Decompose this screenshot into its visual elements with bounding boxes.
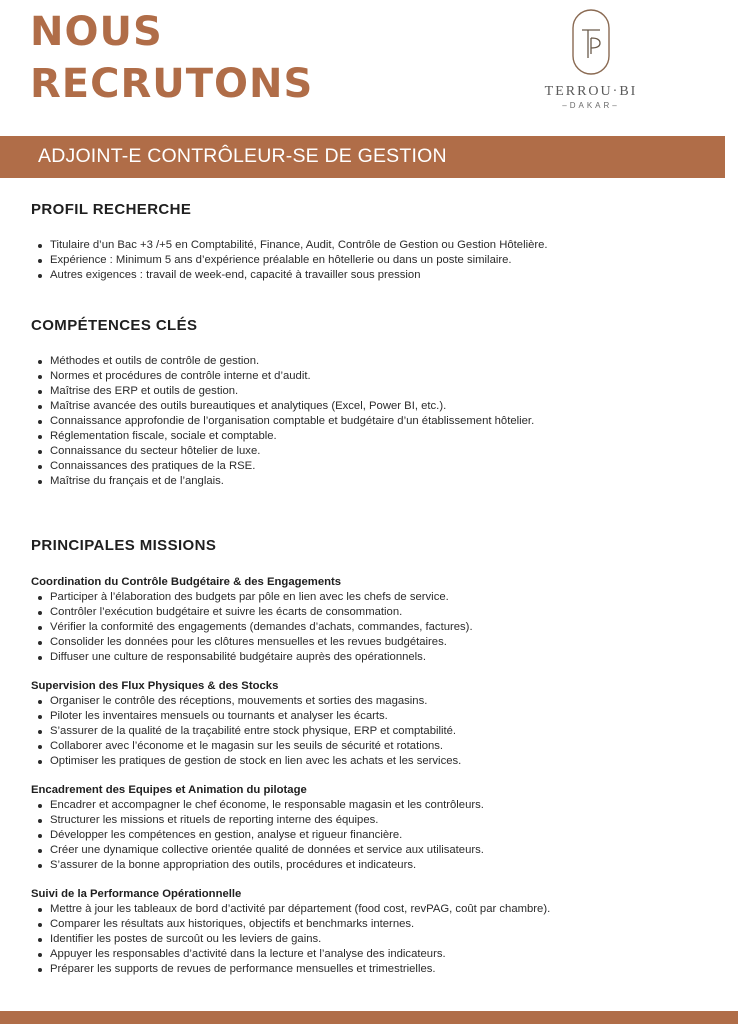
- list-item: Expérience : Minimum 5 ans d’expérience préalable en hôtellerie ou dans un poste similaire.: [36, 253, 548, 268]
- profil-list: [36, 238, 548, 283]
- headline-line-2: RECRUTONS: [30, 61, 314, 107]
- list-item: Diffuser une culture de responsabilité budgétaire auprès des opérationnels.: [36, 650, 473, 665]
- list-item: Consolider les données pour les clôtures mensuelles et les revues budgétaires.: [36, 635, 473, 650]
- mission-group-title: Encadrement des Equipes et Animation du pilotage: [31, 784, 307, 796]
- headline-line-1: NOUS: [30, 9, 163, 55]
- list-item: Connaissance approfondie de l’organisation comptable et budgétaire d’un établissement hôtelier.: [36, 414, 534, 429]
- section-title-competences: COMPÉTENCES CLÉS: [31, 317, 198, 334]
- list-item: Connaissance du secteur hôtelier de luxe.: [36, 444, 534, 459]
- list-item: Maîtrise avancée des outils bureautiques et analytiques (Excel, Power BI, etc.).: [36, 399, 534, 414]
- list-item: Optimiser les pratiques de gestion de stock en lien avec les achats et les services.: [36, 754, 461, 769]
- list-item: Développer les compétences en gestion, analyse et rigueur financière.: [36, 828, 484, 843]
- section-title-profil: PROFIL RECHERCHE: [31, 201, 192, 218]
- list-item: Réglementation fiscale, sociale et comptable.: [36, 429, 534, 444]
- list-item: Contrôler l’exécution budgétaire et suivre les écarts de consommation.: [36, 605, 473, 620]
- list-item: Préparer les supports de revues de performance mensuelles et trimestrielles.: [36, 962, 550, 977]
- section-title-missions: PRINCIPALES MISSIONS: [31, 537, 217, 554]
- mission-group-title: Suivi de la Performance Opérationnelle: [31, 888, 242, 900]
- mission-group-list: [36, 902, 550, 977]
- mission-group-list: [36, 798, 484, 873]
- mission-group-list: [36, 590, 473, 665]
- list-item: Piloter les inventaires mensuels ou tournants et analyser les écarts.: [36, 709, 461, 724]
- list-item: Connaissances des pratiques de la RSE.: [36, 459, 534, 474]
- list-item: Créer une dynamique collective orientée qualité de données et service aux utilisateurs.: [36, 843, 484, 858]
- headline: [30, 6, 313, 110]
- list-item: Comparer les résultats aux historiques, objectifs et benchmarks internes.: [36, 917, 550, 932]
- list-item: Collaborer avec l’économe et le magasin sur les seuils de sécurité et rotations.: [36, 739, 461, 754]
- list-item: Participer à l’élaboration des budgets par pôle en lien avec les chefs de service.: [36, 590, 473, 605]
- list-item: Maîtrise du français et de l’anglais.: [36, 474, 534, 489]
- list-item: Autres exigences : travail de week-end, capacité à travailler sous pression: [36, 268, 548, 283]
- list-item: Appuyer les responsables d’activité dans la lecture et l’analyse des indicateurs.: [36, 947, 550, 962]
- list-item: Titulaire d’un Bac +3 /+5 en Comptabilité, Finance, Audit, Contrôle de Gestion ou Gestion Hôtelière.: [36, 238, 548, 253]
- list-item: Maîtrise des ERP et outils de gestion.: [36, 384, 534, 399]
- job-title: ADJOINT-E CONTRÔLEUR-SE DE GESTION: [38, 145, 447, 167]
- list-item: Encadrer et accompagner le chef économe, le responsable magasin et les contrôleurs.: [36, 798, 484, 813]
- list-item: S’assurer de la qualité de la traçabilité entre stock physique, ERP et comptabilité.: [36, 724, 461, 739]
- list-item: Organiser le contrôle des réceptions, mouvements et sorties des magasins.: [36, 694, 461, 709]
- terroubi-logo: [536, 8, 646, 112]
- list-item: Vérifier la conformité des engagements (demandes d’achats, commandes, factures).: [36, 620, 473, 635]
- list-item: Mettre à jour les tableaux de bord d’activité par département (food cost, revPAG, coût par chambre).: [36, 902, 550, 917]
- list-item: Méthodes et outils de contrôle de gestion.: [36, 354, 534, 369]
- logo-city: –DAKAR–: [562, 101, 620, 110]
- list-item: Structurer les missions et rituels de reporting interne des équipes.: [36, 813, 484, 828]
- competences-list: [36, 354, 534, 489]
- footer-bar: [0, 1011, 738, 1024]
- logo-name: TERROU·BI: [544, 84, 638, 99]
- list-item: Normes et procédures de contrôle interne et d’audit.: [36, 369, 534, 384]
- list-item: Identifier les postes de surcoût ou les leviers de gains.: [36, 932, 550, 947]
- mission-group-title: Coordination du Contrôle Budgétaire & des Engagements: [31, 576, 342, 588]
- list-item: S’assurer de la bonne appropriation des outils, procédures et indicateurs.: [36, 858, 484, 873]
- logo-monogram-icon: [571, 8, 611, 76]
- mission-group-title: Supervision des Flux Physiques & des Stocks: [31, 680, 279, 692]
- mission-group-list: [36, 694, 461, 769]
- job-title-banner: [0, 136, 725, 178]
